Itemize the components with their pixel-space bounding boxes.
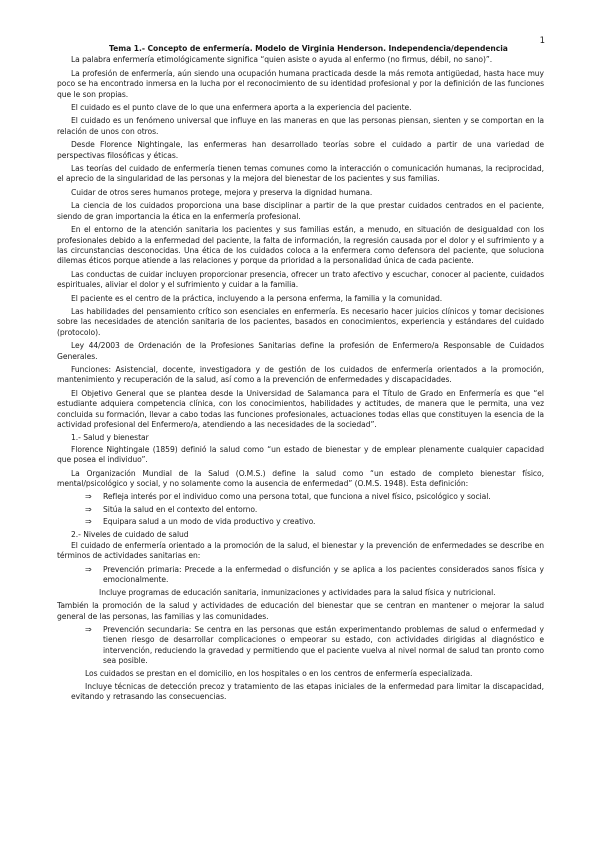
paragraph: Florence Nightingale (1859) definió la salud como “un estado de bienestar y de emplear plenamente cualquier capacidad que posea el individuo”.	[57, 444, 544, 465]
paragraph: La Organización Mundial de la Salud (O.M.S.) define la salud como “un estado de completo bienestar físico, mental/psicológico y social, y no solamente como la ausencia de enfermedad” (O.M.S. 1948). Esta definición:	[57, 468, 544, 489]
paragraph: También la promoción de la salud y actividades de educación del bienestar que se centran en mantener o mejorar la salud general de las personas, las familias y las comunidades.	[57, 601, 544, 621]
paragraph: Funciones: Asistencial, docente, investigadora y de gestión de los cuidados de enfermería orientados a la promoción, mantenimiento y recuperación de la salud, así como a la prevención de enfermedades y discapacidades.	[57, 364, 544, 385]
list-item-primary-prevention	[57, 565, 544, 586]
document-body	[57, 44, 544, 706]
paragraph: Desde Florence Nightingale, las enfermeras han desarrollado teorías sobre el cuidado a partir de una variedad de perspectivas filosóficas y éticas.	[57, 140, 544, 160]
paragraph: En el entorno de la atención sanitaria los pacientes y sus familias están, a menudo, en situación de desigualdad con los profesionales debido a la enfermedad del paciente, la falta de información, la regresión causada por el dolor y el sufrimiento y a las circunstancias desconocidas. Una ética de los cuidados coloca a la enfermera como defensora del paciente, que soluciona dilemas éticos porque atiende a las relaciones y porque da prioridad a la personalidad única de cada paciente.	[57, 225, 544, 266]
paragraph: La ciencia de los cuidados proporciona una base disciplinar a partir de la que prestar cuidados centrados en el paciente, siendo de gran importancia la ética en la enfermería profesional.	[57, 201, 544, 221]
intro-section	[57, 55, 544, 430]
section-heading: 2.- Niveles de cuidado de salud	[71, 529, 189, 539]
paragraph: Incluye programas de educación sanitaria, inmunizaciones y actividades para la salud física y nutricional.	[99, 587, 496, 597]
list-item-secondary-prevention	[57, 625, 544, 667]
page-title: Tema 1.- Concepto de enfermería. Modelo de Virginia Henderson. Independencia/dependencia	[109, 44, 508, 53]
right-double-arrow-icon: ⇒	[85, 564, 92, 574]
paragraph: El cuidado es un fenómeno universal que influye en las maneras en que las personas piensan, sienten y se comportan en la relación de unos con otros.	[57, 116, 544, 136]
paragraph: Las teorías del cuidado de enfermería tienen temas comunes como la interacción o comunicación humanas, la reciprocidad, el aprecio de la singularidad de las personas y la mejora del bienestar de los pacientes y sus familias.	[57, 164, 544, 184]
list-item-text: Prevención primaria: Precede a la enfermedad o disfunción y se aplica a los pacientes considerados sanos física y emocionalmente.	[103, 564, 544, 585]
right-double-arrow-icon: ⇒	[85, 504, 92, 514]
paragraph: Las conductas de cuidar incluyen proporcionar presencia, ofrecer un trato afectivo y escuchar, conocer al paciente, cuidados espirituales, aliviar el dolor y el sufrimiento y cuidar a la familia.	[57, 269, 544, 290]
right-double-arrow-icon: ⇒	[85, 624, 92, 634]
list-item-text: Equipara salud a un modo de vida productivo y creativo.	[103, 517, 316, 527]
paragraph: La profesión de enfermería, aún siendo una ocupación humana practicada desde la más remota antigüedad, hasta hace muy poco se ha encontrado inmersa en la lucha por el reconocimiento de su identidad profesional y por la definición de las funciones que le son propias.	[57, 68, 544, 99]
right-double-arrow-icon: ⇒	[85, 517, 92, 527]
paragraph: Los cuidados se prestan en el domicilio, en los hospitales o en los centros de enfermería especializada.	[85, 668, 473, 678]
list-item-text: Refleja interés por el individuo como una persona total, que funciona a nivel físico, psicológico y social.	[103, 492, 491, 502]
paragraph: El cuidado es el punto clave de lo que una enfermera aporta a la experiencia del paciente.	[71, 103, 412, 113]
paragraph: Ley 44/2003 de Ordenación de la Profesiones Sanitarias define la profesión de Enfermero/a Responsable de Cuidados Generales.	[57, 341, 544, 361]
paragraph: Las habilidades del pensamiento crítico son esenciales en enfermería. Es necesario hacer juicios clínicos y tomar decisiones sobre las necesidades de atención sanitaria de los pacientes, basados en conocimientos, experiencia y estándares del cuidado (protocolo).	[57, 306, 544, 337]
page-number: 1	[539, 36, 545, 46]
paragraph: El Objetivo General que se plantea desde la Universidad de Salamanca para el Título de Grado en Enfermería es que “el estudiante adquiera competencia clínica, con los conocimientos, habilidades y actitudes, de manera que le permita, una vez concluida su formación, llevar a cabo todas las funciones profesionales, actuaciones todas ellas que constituyen la esencia de la actividad profesional del Enfermero/a, atendiendo a las necesidades de la sociedad”.	[57, 388, 544, 429]
paragraph: El paciente es el centro de la práctica, incluyendo a la persona enferma, la familia y la comunidad.	[71, 293, 443, 303]
paragraph: Incluye técnicas de detección precoz y tratamiento de las etapas iniciales de la enfermedad para limitar la discapacidad, evitando y retrasando las consecuencias.	[71, 681, 544, 702]
paragraph: La palabra enfermería etimológicamente significa “quien asiste o ayuda al enfermo (no firmus, débil, no sano)”.	[71, 55, 493, 65]
list-item	[57, 492, 544, 502]
paragraph: Cuidar de otros seres humanos protege, mejora y preserva la dignidad humana.	[71, 187, 373, 197]
paragraph: El cuidado de enfermería orientado a la promoción de la salud, el bienestar y la prevención de enfermedades se describe en términos de actividades sanitarias en:	[57, 541, 544, 561]
list-item	[57, 517, 544, 527]
list-item-text: Prevención secundaria: Se centra en las personas que están experimentando problemas de salud o enfermedad y tienen riesgo de desarrollar complicaciones o empeorar su estado, con actividades dirigidas al diagnóstico e intervención, reduciendo la gravedad y permitiendo que el paciente vuelva al nivel normal de salud tan pronto como sea posible.	[103, 624, 544, 666]
list-item-text: Sitúa la salud en el contexto del entorno.	[103, 504, 258, 514]
section-heading: 1.- Salud y bienestar	[71, 433, 149, 443]
list-item	[57, 505, 544, 515]
right-double-arrow-icon: ⇒	[85, 492, 92, 502]
